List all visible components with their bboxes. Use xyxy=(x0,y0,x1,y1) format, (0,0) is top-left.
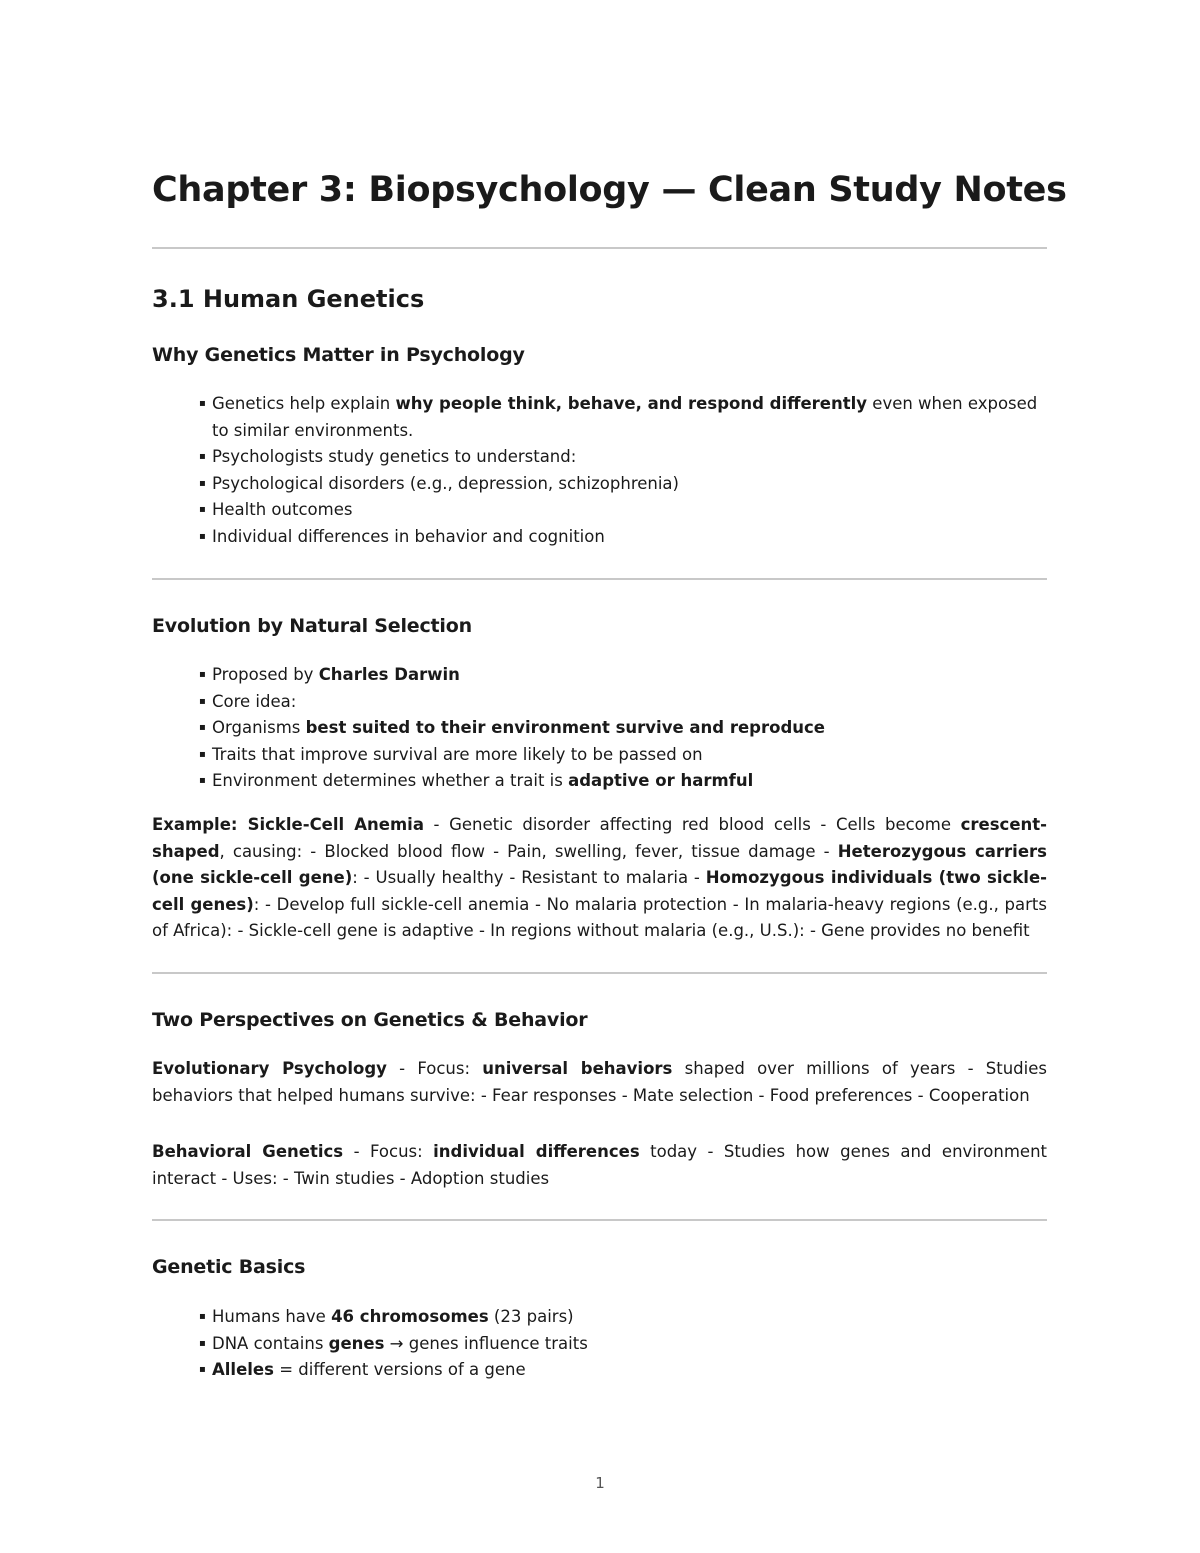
perspectives-heading: Two Perspectives on Genetics & Behavior xyxy=(152,1009,588,1031)
natural-selection-heading: Evolution by Natural Selection xyxy=(152,615,472,637)
divider xyxy=(152,578,1047,580)
why-genetics-list xyxy=(199,391,1039,550)
list-item: ▪ Individual differences in behavior and cognition xyxy=(199,524,1039,551)
section-heading: 3.1 Human Genetics xyxy=(152,285,425,313)
list-item: ▪ Humans have 46 chromosomes (23 pairs) xyxy=(199,1304,1039,1331)
natural-selection-list xyxy=(199,662,1039,795)
genetic-basics-list xyxy=(199,1304,1039,1384)
list-item: ▪ Alleles = different versions of a gene xyxy=(199,1357,1039,1384)
divider xyxy=(152,247,1047,249)
list-item: ▪ Psychological disorders (e.g., depression, schizophrenia) xyxy=(199,471,1039,498)
genetic-basics-heading: Genetic Basics xyxy=(152,1256,306,1278)
divider xyxy=(152,972,1047,974)
list-item: ▪ Core idea: xyxy=(199,689,1039,716)
why-genetics-heading: Why Genetics Matter in Psychology xyxy=(152,344,525,366)
list-item: ▪ Genetics help explain why people think, behave, and respond differently even when exposed to similar environments. xyxy=(199,391,1039,444)
behavioral-genetics-paragraph: Behavioral Genetics - Focus: individual differences today - Studies how genes and environment interact - Uses: - Twin studies - Adoption studies xyxy=(152,1142,1048,1188)
sickle-cell-example: Example: Sickle-Cell Anemia - Genetic disorder affecting red blood cells - Cells become crescent-shaped, causing: - Blocked blood flow - Pain, swelling, fever, tissue damage - Heterozygous carriers (one sickle-cell gene): - Usually healthy - Resistant to malaria - Homozygous individuals (two sickle-cell genes): - Develop full sickle-cell anemia - No malaria protection - In malaria-heavy regions (e.g., parts of Africa): - Sickle-cell gene is adaptive - In regions without malaria (e.g., U.S.): - Gene provides no benefit xyxy=(152,815,1047,940)
list-item: ▪ DNA contains genes → genes influence traits xyxy=(199,1331,1039,1358)
list-item: ▪ Proposed by Charles Darwin xyxy=(199,662,1039,689)
list-item: ▪ Health outcomes xyxy=(199,497,1039,524)
list-item: ▪ Environment determines whether a trait is adaptive or harmful xyxy=(199,768,1039,795)
page-title: Chapter 3: Biopsychology — Clean Study Notes xyxy=(152,170,1067,210)
list-item: ▪ Traits that improve survival are more likely to be passed on xyxy=(199,742,1039,769)
list-item: ▪ Psychologists study genetics to understand: xyxy=(199,444,1039,471)
list-item: ▪ Organisms best suited to their environment survive and reproduce xyxy=(199,715,1039,742)
divider xyxy=(152,1219,1047,1221)
evolutionary-psychology-paragraph: Evolutionary Psychology - Focus: universal behaviors shaped over millions of years - Studies behaviors that helped humans survive: - Fear responses - Mate selection - Food preferences - Cooperation xyxy=(152,1059,1047,1105)
page-number: 1 xyxy=(595,1474,605,1492)
